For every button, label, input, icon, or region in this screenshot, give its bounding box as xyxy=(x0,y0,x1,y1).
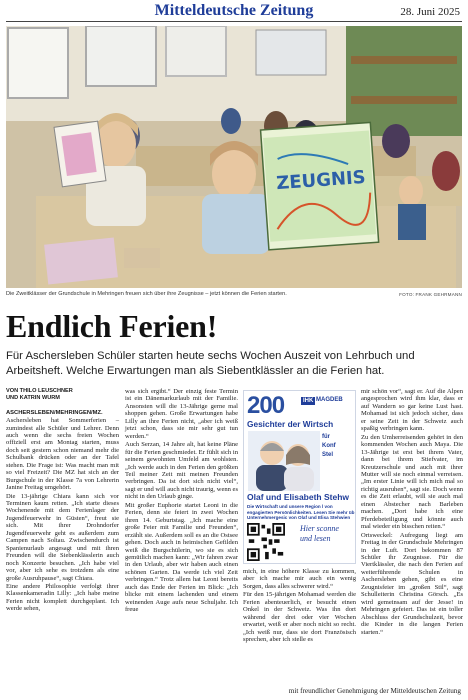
sign-text: ZEUGNIS xyxy=(275,166,367,195)
photo-caption: Die Zweitklässer der Grundschule in Mehringen freuen sich über ihre Zeugnisse – jetzt können die Ferien starten. xyxy=(6,291,287,297)
ihk-city: MAGDEB xyxy=(316,397,343,403)
ad-call-to-action xyxy=(300,524,339,544)
byline xyxy=(6,388,119,402)
ad-anniversary-number: 200 xyxy=(247,392,285,419)
article-headline: Endlich Ferien! xyxy=(6,308,218,344)
couple-portrait-image xyxy=(248,431,320,491)
paragraph-text: Aschersleben hat Sommerferien – zumindest alle Schüler und Lehrer. Denn auch wenn die sechs freien Wochen offiziell erst am Montag starten, muss doch seit gestern schon niemand mehr die Schulbank drücken oder an der Tafel stehen. Die Frage ist: Was macht man mit so viel Freizeit? Die MZ hat sich an der Burgschule in der Klasse 7a von Lehrerin Janine Freitag umgehört. xyxy=(6,417,119,492)
paragraph: Die 13-jährige Chiara kann sich vor Terminen kaum retten. „Ich starte dieses Wochenende mit dem Ferienlager der Jugendfeuerwehr in Güsten“, freut sie sich. Mit ihrer Drohndorfer Jugendfeuerwehr geht es außerdem zum Campen nach Soltau. Zwischendurch ist Spanienurlaub angesagt und mit ihren Freunden will die Siebenklässlerin auch noch Konzerte besuchen. „Ich habe viel vor, aber ich sehe es trotzdem als eine große Ausruhpause“, sagt Chiara. xyxy=(6,492,119,582)
ad-cta-line: und lesen xyxy=(300,534,331,543)
dateline: ASCHERSLEBEN/MEHRINGEN/MZ. xyxy=(6,409,103,416)
paragraph: mir schön vor“, sagt er. Auf die Alpen angesprochen wird ihm klar, dass er auf Wandern so gar keine Lust hast. Mohamad ist sich jedoch sicher, dass er seine Zeit in der Schweiz auch spaßig verbringen kann. xyxy=(361,388,463,433)
ad-side-line: für xyxy=(322,434,330,440)
paragraph: Eine andere Philosophie verfolgt ihrer Klassenkameradin Lilly: „Ich habe meine Ferien nicht komplett durchgeplant. Ich werde sehen, xyxy=(6,583,119,613)
ad-side-line: Stel xyxy=(322,452,334,458)
photo-caption-row xyxy=(6,290,462,300)
photo-credit: FOTO: FRANK GEHRMANN xyxy=(399,291,462,297)
paragraph: Auch Serzan, 14 Jahre alt, hat keine Pläne für die Ferien geschmiedet. Er fühlt sich in seinem gewohnten Umfeld am wohlsten. „Ich werde auch in den Ferien den größten Teil meiner Zeit mit meinen Freunden verbringen. Da ist dort sich nicht viel“, sagt er und will auch nicht traurig, wenn es nicht in den Urlaub ginge. xyxy=(125,441,238,501)
ad-body: Die Wirtschaft und unsere Region l von engagierten Persönlichkeiten. Lesen Sie mehr üb Unternehmergesic von Olaf und Elisa Stehwien xyxy=(247,504,355,521)
newspaper-title: Mitteldeutsche Zeitung xyxy=(154,2,314,19)
ad-header xyxy=(244,391,356,419)
byline-line-1: VON THILO LEUSCHNER xyxy=(6,388,73,394)
paragraph: Ortsweckel: Aufregung liegt am Freitag in der Grundschule Mehringen in der Luft. Dort bekommen 87 Schüler ihr Zeugnisse. Für die Viertklässler, die nach den Ferien auf weiterführende Schulen in Aschersleben gehen, gibt es eine Zeugnisfeier im „großen Stil“, sagt Schulleiterin Christina Görsch. „Es wird gemeinsam auf der Jesse! in Mehringen gefeiert. Das ist ein toller Abschluss der Grundschulzeit, bevor die Kinder in die langen Ferien starten.“ xyxy=(361,531,463,636)
ad-side-line: Konf xyxy=(322,443,336,449)
paragraph: mich, in eine höhere Klasse zu kommen, aber ich mache mir auch ein wenig Sorgen, dass alles schwerer wird.“ xyxy=(243,568,356,590)
paragraph: Für den 15-jährigen Mohamad werden die Ferien abenteuerlich, er besucht einen Onkel in der Schweiz. Was ihn dort während der drei oder vier Wochen erwartet, weiß er aber noch nicht so recht. „Ich weiß nur, dass sie dort Französisch sprechen, aber ich stelle es xyxy=(243,591,356,644)
paragraph: was sich ergibt.“ Der einzig feste Termin ist ein Dänemarkurlaub mit der Familie. Ansonsten will die 13-Jährige gerne mal shoppen gehen. Große Erwartungen habe Lilly an ihre Ferien nicht, „aber ich weiß jetzt schon, dass sie mir sehr gut tun werden.“ xyxy=(125,388,238,440)
article-column-3 xyxy=(243,568,356,644)
permission-footer: mit freundlicher Genehmigung der Mitteldeutschen Zeitung xyxy=(288,687,461,695)
lead-photo xyxy=(6,26,462,288)
issue-date: 28. Juni 2025 xyxy=(400,6,460,18)
byline-line-2: UND KATRIN WURM xyxy=(6,394,60,401)
ad-cta-line: Hier sconne xyxy=(300,524,339,533)
article-column-1 xyxy=(6,388,119,613)
ihk-advertisement[interactable] xyxy=(243,390,356,564)
ad-side-text xyxy=(322,433,336,460)
article-column-4 xyxy=(361,388,463,636)
ihk-logo: IHK xyxy=(303,398,314,404)
ad-headline: Gesichter der Wirtsch xyxy=(247,419,334,429)
masthead xyxy=(0,0,468,22)
paragraph: Zu den Umherreisenden gehört in den kommenden Wochen auch Maya. Die 13-Jährige ist erst bei ihrem Vater, dann bei ihrem Stiefvater, im Kreutzerschule und auch mit ihrer Mutter will sie noch einmal verreisen. „Im erster Linie will ich mich mal so richtig ausruhen“, sagt sie. Doch wenn es die Zeit erlaubt, will sie auch mal einen Abstecher nach Barleben machen. „Dort habe ich eine Pferdebeteiligung und könnte auch mal wieder ein bisschen reiten.“ xyxy=(361,433,463,531)
paragraph: Mit großer Euphorie startet Leoni in die Ferien, denn sie feiert in zwei Wochen ihren 14. Geburtstag. „Ich mache eine große Feier mit Familie und Freunden“, erzählt sie. Außerdem soll es an die Ostsee gehen. Doch auch in heimischen Gefilden weiß die Burgschülerin, wo sie es sich gemütlich machen kann: „Wir fahren zwar in den Urlaub, aber wir haben auch einen schönen Garten. Da werde ich viel Zeit verbringen.“ Trotz allem hat Leoni bereits auch das Ende der Ferien im Blick: „Ich blicke mit einem lachenden und einem weinenden Auge aufs neue Schuljahr. Ich freue xyxy=(125,501,238,614)
paragraph xyxy=(6,409,119,492)
ad-names: Olaf und Elisabeth Stehw xyxy=(247,492,350,502)
qr-code-icon[interactable] xyxy=(247,523,285,561)
article-column-2 xyxy=(125,388,238,614)
masthead-rule xyxy=(6,21,462,22)
article-deck: Für Aschersleben Schüler starten heute sechs Wochen Auszeit von Lehrbuch und Arbeitsheft. Welche Erwartungen man als Siebentklässler an die Ferien hat. xyxy=(6,350,415,377)
